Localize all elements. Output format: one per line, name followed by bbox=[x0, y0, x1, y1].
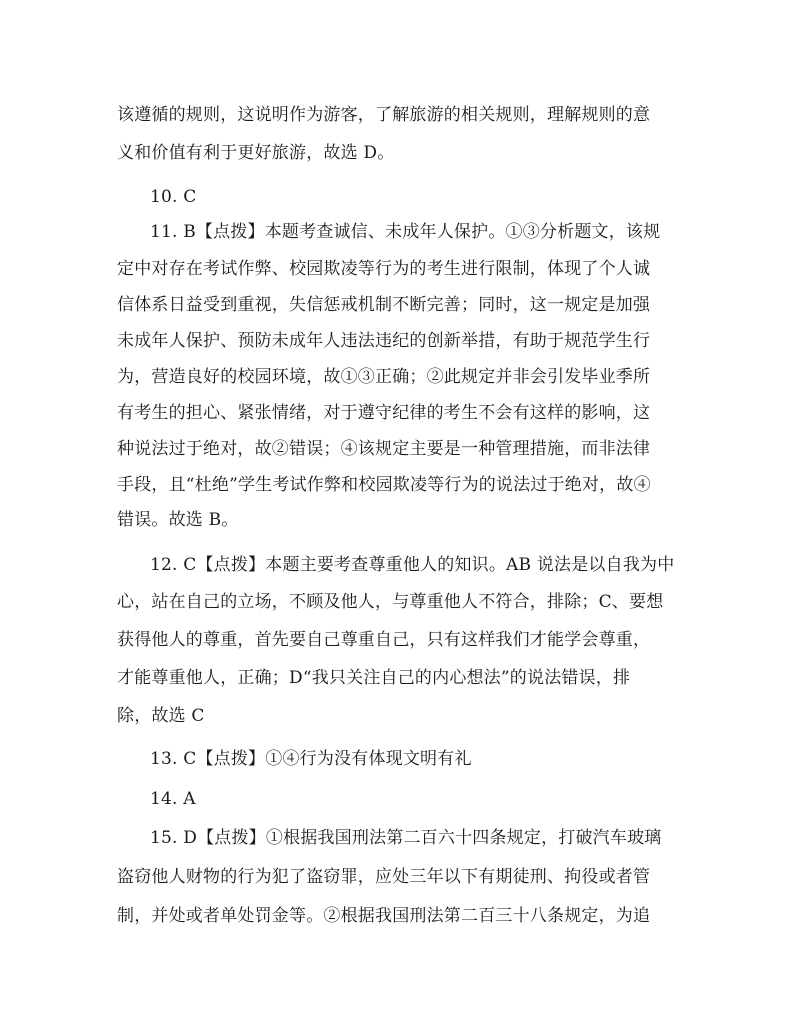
text-line: 该遵循的规则，这说明作为游客，了解旅游的相关规则，理解规则的意 bbox=[117, 105, 651, 125]
answer-line: 10. C bbox=[150, 187, 197, 207]
text-line: 制，并处或者单处罚金等。②根据我国刑法第二百三十八条规定，为追 bbox=[117, 906, 651, 926]
text-line: 为，营造良好的校园环境，故①③正确；②此规定并非会引发毕业季所 bbox=[117, 367, 651, 387]
answer-line: 11. B【点拨】本题考查诚信、未成年人保护。①③分析题文，该规 bbox=[150, 222, 661, 242]
text-line: 信体系日益受到重视，失信惩戒机制不断完善；同时，这一规定是加强 bbox=[117, 295, 651, 315]
text-line: 未成年人保护、预防未成年人违法违纪的创新举措，有助于规范学生行 bbox=[117, 331, 651, 351]
answer-line: 12. C【点拨】本题主要考查尊重他人的知识。AB 说法是以自我为中 bbox=[150, 555, 675, 575]
text-line: 获得他人的尊重，首先要自己尊重自己，只有这样我们才能学会尊重， bbox=[117, 630, 651, 650]
text-line: 盗窃他人财物的行为犯了盗窃罪，应处三年以下有期徒刑、拘役或者管 bbox=[117, 867, 651, 887]
answer-line: 14. A bbox=[150, 789, 196, 809]
text-line: 才能尊重他人，正确；D“我只关注自己的内心想法”的说法错误，排 bbox=[117, 668, 631, 688]
text-line: 义和价值有利于更好旅游，故选 D。 bbox=[117, 143, 395, 163]
text-line: 手段，且“杜绝”学生考试作弊和校园欺凌等行为的说法过于绝对，故④ bbox=[117, 475, 651, 495]
text-line: 心，站在自己的立场，不顾及他人，与尊重他人不符合，排除；C、要想 bbox=[117, 592, 664, 612]
text-line: 除，故选 C bbox=[117, 706, 205, 726]
text-line: 种说法过于绝对，故②错误；④该规定主要是一种管理措施，而非法律 bbox=[117, 439, 651, 459]
text-line: 定中对存在考试作弊、校园欺凌等行为的考生进行限制，体现了个人诚 bbox=[117, 259, 651, 279]
answer-line: 15. D【点拨】①根据我国刑法第二百六十四条规定，打破汽车玻璃 bbox=[150, 828, 662, 848]
text-line: 有考生的担心、紧张情绪，对于遵守纪律的考生不会有这样的影响，这 bbox=[117, 403, 651, 423]
text-line: 错误。故选 B。 bbox=[117, 510, 239, 530]
answer-line: 13. C【点拨】①④行为没有体现文明有礼 bbox=[150, 749, 472, 769]
